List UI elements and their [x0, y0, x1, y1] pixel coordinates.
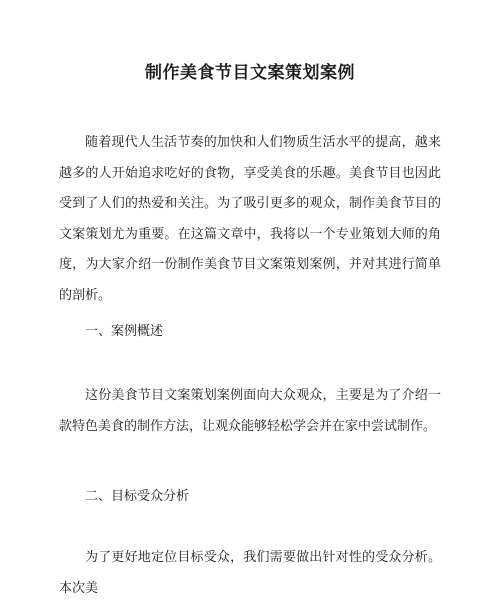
- document-title: 制作美食节目文案策划案例: [145, 63, 355, 83]
- overview-paragraph: 这份美食节目文案策划案例面向大众观众，主要是为了介绍一款特色美食的制作方法，让观众能够轻松学会并在家中尝试制作。: [59, 388, 441, 434]
- section-heading-audience: 二、目标受众分析: [85, 489, 190, 504]
- section-heading-overview: 一、案例概述: [85, 324, 164, 339]
- audience-paragraph: 为了更好地定位目标受众，我们需要做出针对性的受众分析。本次美: [59, 550, 441, 596]
- intro-paragraph: 随着现代人生活节奏的加快和人们物质生活水平的提高，越来越多的人开始追求吃好的食物，享受美食的乐趣。美食节目也因此受到了人们的热爱和关注。为了吸引更多的观众，制作美食节目的文案策划尤为重要。在这篇文章中，我将以一个专业策划大师的角度，为大家介绍一份制作美食节目文案策划案例，并对其进行简单的剖析。: [59, 135, 441, 303]
